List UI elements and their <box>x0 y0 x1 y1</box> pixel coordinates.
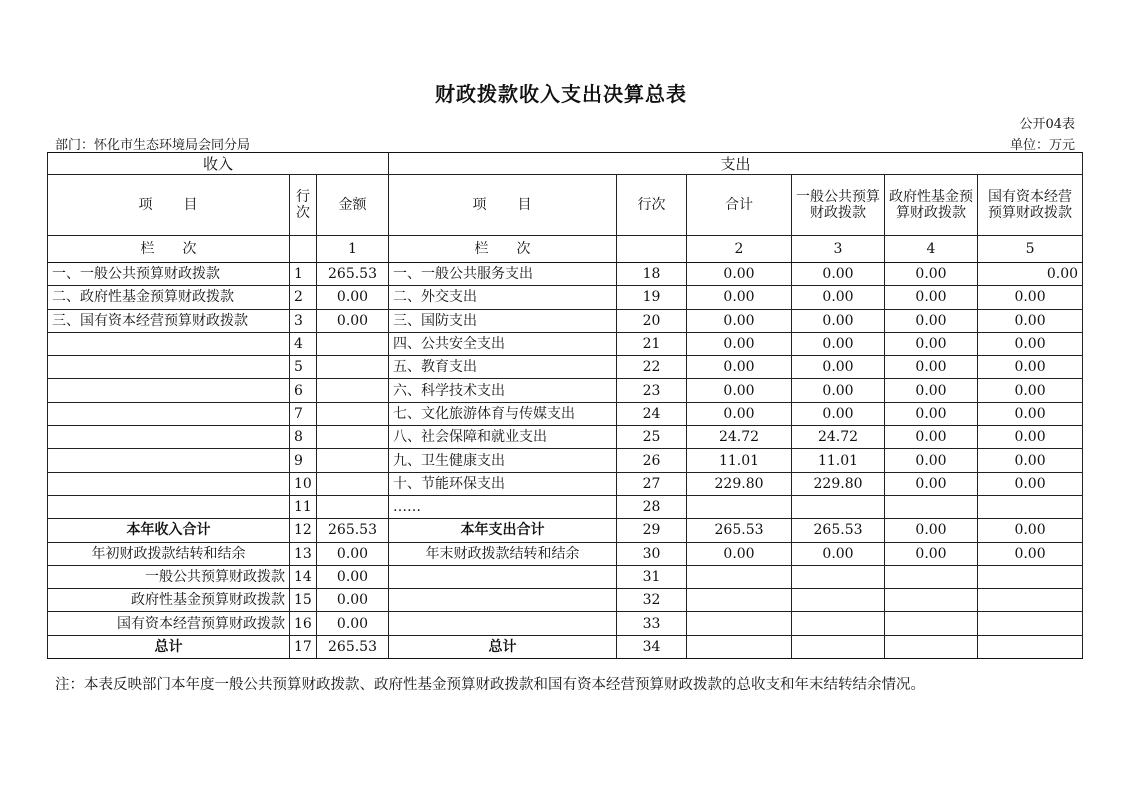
income-row-no-cell: 1 <box>290 263 317 286</box>
state-capital-cell <box>978 635 1083 658</box>
expense-row-no-cell: 29 <box>617 519 687 542</box>
expense-row-no-cell: 28 <box>617 495 687 518</box>
expense-item-cell: 一、一般公共服务支出 <box>389 263 617 286</box>
expense-row-no-cell: 25 <box>617 426 687 449</box>
income-item-cell <box>48 356 290 379</box>
general-budget-header: 一般公共预算财政拨款 <box>792 175 885 236</box>
income-row-no-cell: 12 <box>290 519 317 542</box>
table-row <box>48 286 1083 309</box>
state-capital-cell <box>978 565 1083 588</box>
table-row <box>48 263 1083 286</box>
income-item-cell <box>48 449 290 472</box>
table-row <box>48 472 1083 495</box>
expense-row-no-cell: 23 <box>617 379 687 402</box>
general-budget-cell <box>792 612 885 635</box>
table-row <box>48 449 1083 472</box>
income-row-no-cell: 2 <box>290 286 317 309</box>
general-budget-cell: 0.00 <box>792 286 885 309</box>
income-amount-cell: 265.53 <box>317 519 389 542</box>
income-row-no-cell: 3 <box>290 309 317 332</box>
general-budget-cell: 229.80 <box>792 472 885 495</box>
department-label: 部门：怀化市生态环境局会同分局 <box>55 138 251 153</box>
total-cell: 229.80 <box>687 472 792 495</box>
expense-row-no-cell: 32 <box>617 589 687 612</box>
state-capital-cell: 0.00 <box>978 402 1083 425</box>
income-item-cell <box>48 379 290 402</box>
table-row <box>48 379 1083 402</box>
total-cell <box>687 565 792 588</box>
table-row <box>48 495 1083 518</box>
budget-table <box>47 152 1083 659</box>
expense-item-cell: …… <box>389 495 617 518</box>
expense-item-cell <box>389 589 617 612</box>
expense-item-cell: 四、公共安全支出 <box>389 332 617 355</box>
total-cell: 0.00 <box>687 332 792 355</box>
state-capital-cell: 0.00 <box>978 379 1083 402</box>
income-item-cell: 二、政府性基金预算财政拨款 <box>48 286 290 309</box>
general-budget-cell: 265.53 <box>792 519 885 542</box>
gov-fund-cell: 0.00 <box>885 542 978 565</box>
unit-label: 单位：万元 <box>1009 138 1075 153</box>
table-row <box>48 542 1083 565</box>
income-row-no-cell: 4 <box>290 332 317 355</box>
income-row-no-cell: 15 <box>290 589 317 612</box>
general-budget-cell: 0.00 <box>792 356 885 379</box>
table-row <box>48 332 1083 355</box>
general-budget-cell: 0.00 <box>792 542 885 565</box>
table-row <box>48 402 1083 425</box>
footnote: 注：本表反映部门本年度一般公共预算财政拨款、政府性基金预算财政拨款和国有资本经营预算财政拨款的总收支和年末结转结余情况。 <box>55 677 925 693</box>
expense-row-no-cell: 24 <box>617 402 687 425</box>
income-amount-cell: 0.00 <box>317 286 389 309</box>
income-amount-cell: 0.00 <box>317 309 389 332</box>
general-budget-cell: 0.00 <box>792 402 885 425</box>
total-cell: 0.00 <box>687 402 792 425</box>
income-amount-cell: 0.00 <box>317 542 389 565</box>
income-row-no-cell: 14 <box>290 565 317 588</box>
gov-fund-cell <box>885 589 978 612</box>
total-column-index: 2 <box>687 236 792 263</box>
total-cell <box>687 495 792 518</box>
income-amount-cell <box>317 332 389 355</box>
general-budget-cell <box>792 589 885 612</box>
expense-row-no-cell: 33 <box>617 612 687 635</box>
table-body <box>48 263 1083 659</box>
expense-row-no-cell: 21 <box>617 332 687 355</box>
gov-fund-cell: 0.00 <box>885 263 978 286</box>
income-item-cell: 三、国有资本经营预算财政拨款 <box>48 309 290 332</box>
state-capital-cell: 0.00 <box>978 472 1083 495</box>
income-item-cell: 政府性基金预算财政拨款 <box>48 589 290 612</box>
income-item-cell <box>48 426 290 449</box>
income-item-cell: 一般公共预算财政拨款 <box>48 565 290 588</box>
state-capital-cell: 0.00 <box>978 263 1083 286</box>
expense-row-no-cell: 19 <box>617 286 687 309</box>
gov-fund-header: 政府性基金预算财政拨款 <box>885 175 978 236</box>
income-item-header: 项 目 <box>48 175 290 236</box>
state-capital-cell <box>978 612 1083 635</box>
state-capital-cell <box>978 589 1083 612</box>
income-row-no-cell: 6 <box>290 379 317 402</box>
general-budget-cell: 0.00 <box>792 379 885 402</box>
general-column-index: 3 <box>792 236 885 263</box>
income-amount-cell <box>317 449 389 472</box>
table-row <box>48 519 1083 542</box>
expense-item-cell: 八、社会保障和就业支出 <box>389 426 617 449</box>
gov-fund-cell <box>885 495 978 518</box>
general-budget-cell <box>792 495 885 518</box>
state-capital-cell: 0.00 <box>978 542 1083 565</box>
expense-row-no-cell: 31 <box>617 565 687 588</box>
state-capital-cell: 0.00 <box>978 332 1083 355</box>
gov-fund-cell: 0.00 <box>885 449 978 472</box>
general-budget-cell <box>792 565 885 588</box>
state-capital-cell: 0.00 <box>978 356 1083 379</box>
income-row-no-cell: 7 <box>290 402 317 425</box>
expense-header: 支出 <box>389 153 1083 175</box>
income-item-cell <box>48 402 290 425</box>
total-header: 合计 <box>687 175 792 236</box>
report-title: 财政拨款收入支出决算总表 <box>435 82 687 106</box>
income-item-cell: 一、一般公共预算财政拨款 <box>48 263 290 286</box>
total-cell: 0.00 <box>687 379 792 402</box>
gov-fund-cell: 0.00 <box>885 426 978 449</box>
income-amount-cell: 0.00 <box>317 589 389 612</box>
expense-item-cell: 十、节能环保支出 <box>389 472 617 495</box>
expense-item-cell: 三、国防支出 <box>389 309 617 332</box>
income-row-no-cell: 11 <box>290 495 317 518</box>
gov-fund-cell <box>885 565 978 588</box>
expense-item-cell: 九、卫生健康支出 <box>389 449 617 472</box>
total-cell: 11.01 <box>687 449 792 472</box>
expense-item-header: 项 目 <box>389 175 617 236</box>
income-row-no-cell: 17 <box>290 635 317 658</box>
table-row <box>48 309 1083 332</box>
income-amount-cell: 265.53 <box>317 263 389 286</box>
total-cell <box>687 635 792 658</box>
form-number: 公开04表 <box>1019 117 1075 132</box>
income-item-cell <box>48 472 290 495</box>
general-budget-cell: 11.01 <box>792 449 885 472</box>
income-amount-cell: 0.00 <box>317 612 389 635</box>
gov-fund-cell <box>885 612 978 635</box>
table-row <box>48 635 1083 658</box>
income-amount-cell <box>317 472 389 495</box>
expense-item-cell: 二、外交支出 <box>389 286 617 309</box>
state-capital-cell: 0.00 <box>978 449 1083 472</box>
state-capital-cell: 0.00 <box>978 309 1083 332</box>
total-cell: 0.00 <box>687 309 792 332</box>
total-cell: 0.00 <box>687 542 792 565</box>
expense-row-no-cell: 26 <box>617 449 687 472</box>
expense-item-cell: 五、教育支出 <box>389 356 617 379</box>
total-cell: 24.72 <box>687 426 792 449</box>
expense-item-cell: 年末财政拨款结转和结余 <box>389 542 617 565</box>
state-capital-cell: 0.00 <box>978 519 1083 542</box>
expense-row-no-cell: 20 <box>617 309 687 332</box>
expense-row-no-header: 行次 <box>617 175 687 236</box>
general-budget-cell: 24.72 <box>792 426 885 449</box>
income-row-no-header: 行次 <box>290 175 317 236</box>
state-capital-column-index: 5 <box>978 236 1083 263</box>
state-capital-header: 国有资本经营预算财政拨款 <box>978 175 1083 236</box>
table-row <box>48 356 1083 379</box>
table-row <box>48 565 1083 588</box>
total-cell: 265.53 <box>687 519 792 542</box>
expense-row-no-cell: 22 <box>617 356 687 379</box>
table-row <box>48 426 1083 449</box>
gov-fund-cell: 0.00 <box>885 472 978 495</box>
expense-item-cell: 七、文化旅游体育与传媒支出 <box>389 402 617 425</box>
column-index-row <box>48 236 1083 263</box>
gov-fund-cell: 0.00 <box>885 309 978 332</box>
expense-column-index-label: 栏 次 <box>389 236 617 263</box>
section-header-row <box>48 153 1083 175</box>
expense-row-no-cell: 18 <box>617 263 687 286</box>
income-row-no-cell: 13 <box>290 542 317 565</box>
total-cell <box>687 589 792 612</box>
total-cell: 0.00 <box>687 356 792 379</box>
general-budget-cell: 0.00 <box>792 332 885 355</box>
income-amount-cell <box>317 379 389 402</box>
income-column-index-label: 栏 次 <box>48 236 290 263</box>
expense-item-cell <box>389 565 617 588</box>
income-amount-cell: 265.53 <box>317 635 389 658</box>
state-capital-cell <box>978 495 1083 518</box>
income-header: 收入 <box>48 153 389 175</box>
gov-fund-cell <box>885 635 978 658</box>
expense-item-cell: 总计 <box>389 635 617 658</box>
expense-row-no-cell: 30 <box>617 542 687 565</box>
income-item-cell <box>48 332 290 355</box>
state-capital-cell: 0.00 <box>978 426 1083 449</box>
expense-row-no-cell: 27 <box>617 472 687 495</box>
gov-fund-cell: 0.00 <box>885 519 978 542</box>
income-item-cell: 年初财政拨款结转和结余 <box>48 542 290 565</box>
amount-column-index: 1 <box>317 236 389 263</box>
income-row-no-cell: 8 <box>290 426 317 449</box>
expense-row-no-index <box>617 236 687 263</box>
expense-item-cell <box>389 612 617 635</box>
general-budget-cell <box>792 635 885 658</box>
income-item-cell: 国有资本经营预算财政拨款 <box>48 612 290 635</box>
general-budget-cell: 0.00 <box>792 263 885 286</box>
income-item-cell: 总计 <box>48 635 290 658</box>
amount-header: 金额 <box>317 175 389 236</box>
gov-fund-cell: 0.00 <box>885 402 978 425</box>
income-item-cell: 本年收入合计 <box>48 519 290 542</box>
general-budget-cell: 0.00 <box>792 309 885 332</box>
total-cell: 0.00 <box>687 263 792 286</box>
gov-fund-cell: 0.00 <box>885 286 978 309</box>
income-amount-cell <box>317 426 389 449</box>
state-capital-cell: 0.00 <box>978 286 1083 309</box>
income-item-cell <box>48 495 290 518</box>
income-row-no-cell: 10 <box>290 472 317 495</box>
income-amount-cell <box>317 356 389 379</box>
income-amount-cell: 0.00 <box>317 565 389 588</box>
income-row-no-cell: 9 <box>290 449 317 472</box>
income-row-no-index <box>290 236 317 263</box>
total-cell: 0.00 <box>687 286 792 309</box>
expense-row-no-cell: 34 <box>617 635 687 658</box>
gov-fund-cell: 0.00 <box>885 332 978 355</box>
gov-fund-cell: 0.00 <box>885 356 978 379</box>
table-row <box>48 612 1083 635</box>
column-header-row <box>48 175 1083 236</box>
expense-item-cell: 六、科学技术支出 <box>389 379 617 402</box>
expense-item-cell: 本年支出合计 <box>389 519 617 542</box>
income-row-no-cell: 5 <box>290 356 317 379</box>
total-cell <box>687 612 792 635</box>
table-row <box>48 589 1083 612</box>
gov-fund-column-index: 4 <box>885 236 978 263</box>
income-amount-cell <box>317 495 389 518</box>
gov-fund-cell: 0.00 <box>885 379 978 402</box>
income-amount-cell <box>317 402 389 425</box>
income-row-no-cell: 16 <box>290 612 317 635</box>
